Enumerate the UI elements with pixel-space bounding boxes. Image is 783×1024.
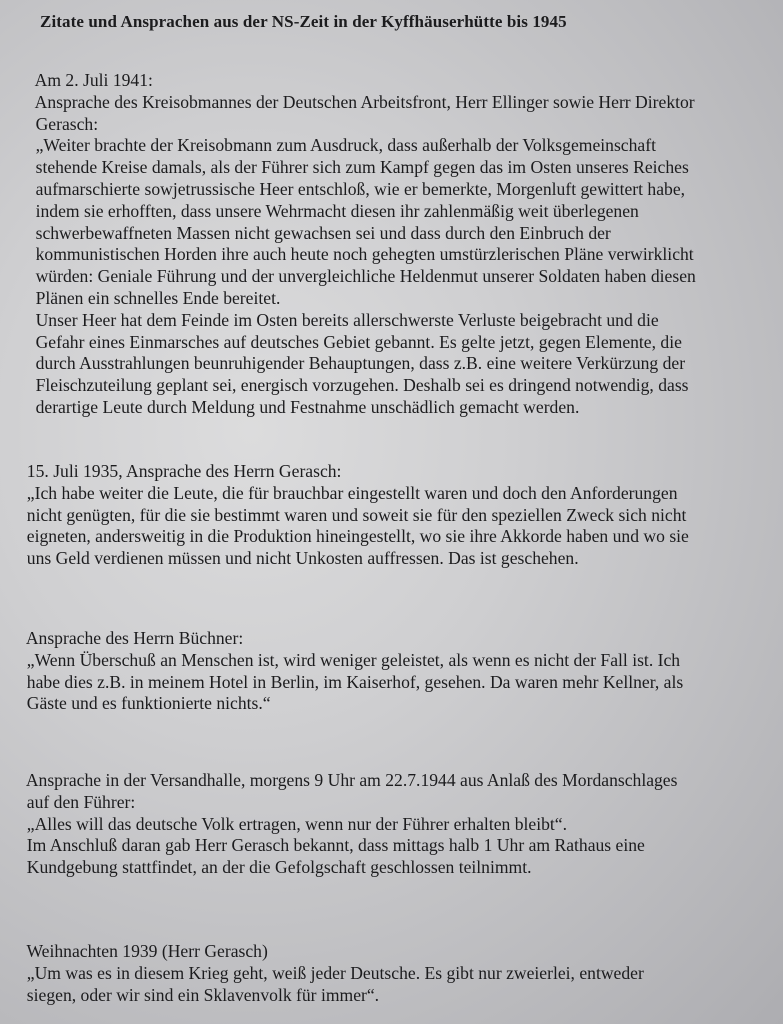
text-line: derartige Leute durch Meldung und Festnahme unschädlich gemacht werden. — [18, 396, 580, 417]
text-line: 15. Juli 1935, Ansprache des Herrn Gerasch: — [18, 461, 342, 481]
text-line: habe dies z.B. in meinem Hotel in Berlin, im Kaiserhof, gesehen. Da waren mehr Kellner, als — [18, 671, 684, 692]
text-line: Unser Heer hat dem Feinde im Osten bereits allerschwerste Verluste beigebracht und die — [18, 309, 659, 330]
text-line: Fleischzuteilung geplant sei, energisch vorzugehen. Deshalb sei es dringend notwendig, dass — [18, 375, 689, 396]
text-line: „Um was es in diesem Krieg geht, weiß jeder Deutsche. Es gibt nur zweierlei, entweder — [18, 962, 644, 983]
text-line: auf den Führer: — [18, 791, 136, 812]
section-ansprache-versandhalle — [18, 770, 783, 879]
text-line: nicht genügten, für die sie bestimmt waren und soweit sie für den speziellen Zweck sich nicht — [18, 504, 687, 525]
section-ansprache-buechner — [18, 628, 783, 715]
section-ansprache-1941 — [18, 70, 783, 419]
text-line: würden: Geniale Führung und der unvergleichliche Heldenmut unserer Soldaten haben diesen — [18, 266, 696, 287]
text-line: stehende Kreise damals, als der Führer sich zum Kampf gegen das im Osten unseres Reiches — [18, 157, 689, 178]
section-ansprache-1935 — [18, 461, 783, 570]
text-line: Ansprache des Herrn Büchner: — [18, 628, 244, 648]
text-line: Im Anschluß daran gab Herr Gerasch bekannt, dass mittags halb 1 Uhr am Rathaus eine — [18, 835, 645, 856]
text-line: uns Geld verdienen müssen und nicht Unkosten auffressen. Das ist geschehen. — [18, 548, 579, 569]
text-line: Gefahr eines Einmarsches auf deutsches Gebiet gebannt. Es gelte jetzt, gegen Elemente, die — [18, 331, 682, 352]
text-line: schwerbewaffneten Massen nicht gewachsen sei und dass durch den Einbruch der — [18, 222, 611, 243]
text-line: „Ich habe weiter die Leute, die für brauchbar eingestellt waren und doch den Anforderungen — [18, 482, 678, 503]
text-line: Gäste und es funktionierte nichts.“ — [18, 693, 271, 714]
text-line: indem sie erhofften, dass unsere Wehrmacht diesen ihr zahlenmäßig weit überlegenen — [18, 200, 639, 221]
section-weihnachten-1939 — [18, 941, 783, 1006]
text-line: aufmarschierte sowjetrussische Heer entschloß, wie er bemerkte, Morgenluft gewittert habe, — [18, 178, 686, 199]
text-line: Plänen ein schnelles Ende bereitet. — [18, 287, 281, 308]
text-line: Kundgebung stattfindet, an der die Gefolgschaft geschlossen teilnimmt. — [18, 857, 532, 878]
text-line: siegen, oder wir sind ein Sklavenvolk für immer“. — [18, 984, 380, 1005]
text-line: Ansprache in der Versandhalle, morgens 9 Uhr am 22.7.1944 aus Anlaß des Mordanschlages — [18, 770, 678, 790]
text-line: Ansprache des Kreisobmannes der Deutschen Arbeitsfront, Herr Ellinger sowie Herr Direktor — [18, 91, 695, 112]
text-line: kommunistischen Horden ihre auch heute noch gehegten umstürzlerischen Pläne verwirklicht — [18, 244, 694, 265]
text-line: eigneten, andersweitig in die Produktion hineingestellt, wo sie ihre Akkorde haben und wo sie — [18, 526, 689, 547]
text-line: durch Ausstrahlungen beunruhigender Behauptungen, dass z.B. eine weitere Verkürzung der — [18, 353, 686, 374]
text-line: „Weiter brachte der Kreisobmann zum Ausdruck, dass außerhalb der Volksgemeinschaft — [18, 135, 656, 156]
text-line: „Wenn Überschuß an Menschen ist, wird weniger geleistet, als wenn es nicht der Fall ist. Ich — [18, 649, 681, 670]
text-line: Gerasch: — [18, 113, 99, 134]
text-line: Am 2. Juli 1941: — [18, 70, 153, 90]
document-title: Zitate und Ansprachen aus der NS-Zeit in der Kyffhäuserhütte bis 1945 — [40, 12, 567, 31]
text-line: „Alles will das deutsche Volk ertragen, wenn nur der Führer erhalten bleibt“. — [18, 813, 567, 834]
text-line: Weihnachten 1939 (Herr Gerasch) — [18, 941, 268, 961]
